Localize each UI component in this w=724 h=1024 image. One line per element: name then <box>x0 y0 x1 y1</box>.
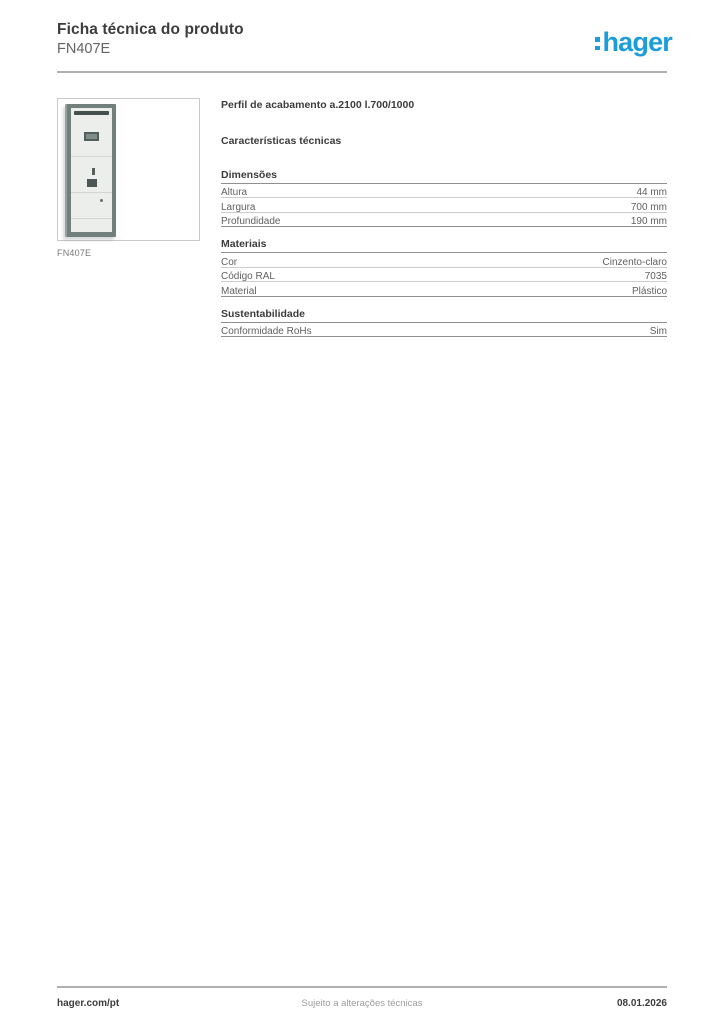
spec-label: Conformidade RoHs <box>221 326 312 337</box>
spec-label: Largura <box>221 201 256 213</box>
spec-section-title: Dimensões <box>221 170 667 184</box>
spec-label: Código RAL <box>221 271 275 282</box>
spec-value: 44 mm <box>636 187 667 198</box>
header-divider <box>57 71 667 73</box>
product-image <box>57 98 200 241</box>
enclosure-illustration <box>65 104 116 237</box>
spec-section-materiais <box>221 239 667 297</box>
enclosure-vent <box>74 111 109 115</box>
hager-logo <box>595 29 672 56</box>
spec-row <box>221 198 667 213</box>
spec-row <box>221 323 667 338</box>
spec-row <box>221 213 667 228</box>
spec-value: Sim <box>649 326 667 337</box>
spec-label: Altura <box>221 187 248 198</box>
enclosure-seam <box>71 192 112 193</box>
product-code: FN407E <box>57 41 111 57</box>
enclosure-seam <box>71 156 112 157</box>
footer-row <box>57 998 667 1009</box>
spec-value: 7035 <box>644 271 667 282</box>
page-header <box>0 0 724 58</box>
spec-label: Cor <box>221 256 238 268</box>
spec-section-dimensoes <box>221 170 667 228</box>
product-visual <box>57 98 201 258</box>
enclosure-door <box>71 108 112 232</box>
enclosure-display <box>84 132 99 141</box>
spec-value: 190 mm <box>630 216 667 227</box>
specs-heading: Características técnicas <box>221 134 342 147</box>
spec-label: Material <box>221 285 257 297</box>
page-footer <box>57 986 667 1009</box>
enclosure-latch <box>87 179 97 187</box>
footer-divider <box>57 986 667 988</box>
spec-value: Plástico <box>631 285 667 297</box>
spec-value: Cinzento-claro <box>602 256 667 268</box>
spec-label: Profundidade <box>221 216 281 227</box>
spec-row <box>221 184 667 199</box>
spec-section-title: Sustentabilidade <box>221 309 667 323</box>
product-description: Perfil de acabamento a.2100 l.700/1000 <box>221 98 415 111</box>
spec-value: 700 mm <box>630 201 667 213</box>
spec-section-sustentabilidade <box>221 309 667 338</box>
spec-row <box>221 253 667 268</box>
enclosure-keyhole <box>100 199 103 202</box>
page-title: Ficha técnica do produto <box>57 21 244 38</box>
enclosure-slot <box>92 168 95 175</box>
content-area <box>57 98 667 338</box>
footer-website-link[interactable]: hager.com/pt <box>57 997 120 1009</box>
logo-colon-icon <box>595 37 600 50</box>
enclosure-seam <box>71 218 112 219</box>
specs-sections <box>221 170 667 338</box>
spec-row <box>221 282 667 297</box>
product-image-caption: FN407E <box>57 247 92 258</box>
footer-date: 08.01.2026 <box>616 997 667 1009</box>
logo-text: hager <box>602 27 672 57</box>
spec-section-title: Materiais <box>221 239 667 253</box>
spec-row <box>221 268 667 283</box>
specs-panel <box>221 98 667 338</box>
footer-note: Sujeito a alterações técnicas <box>301 997 423 1009</box>
